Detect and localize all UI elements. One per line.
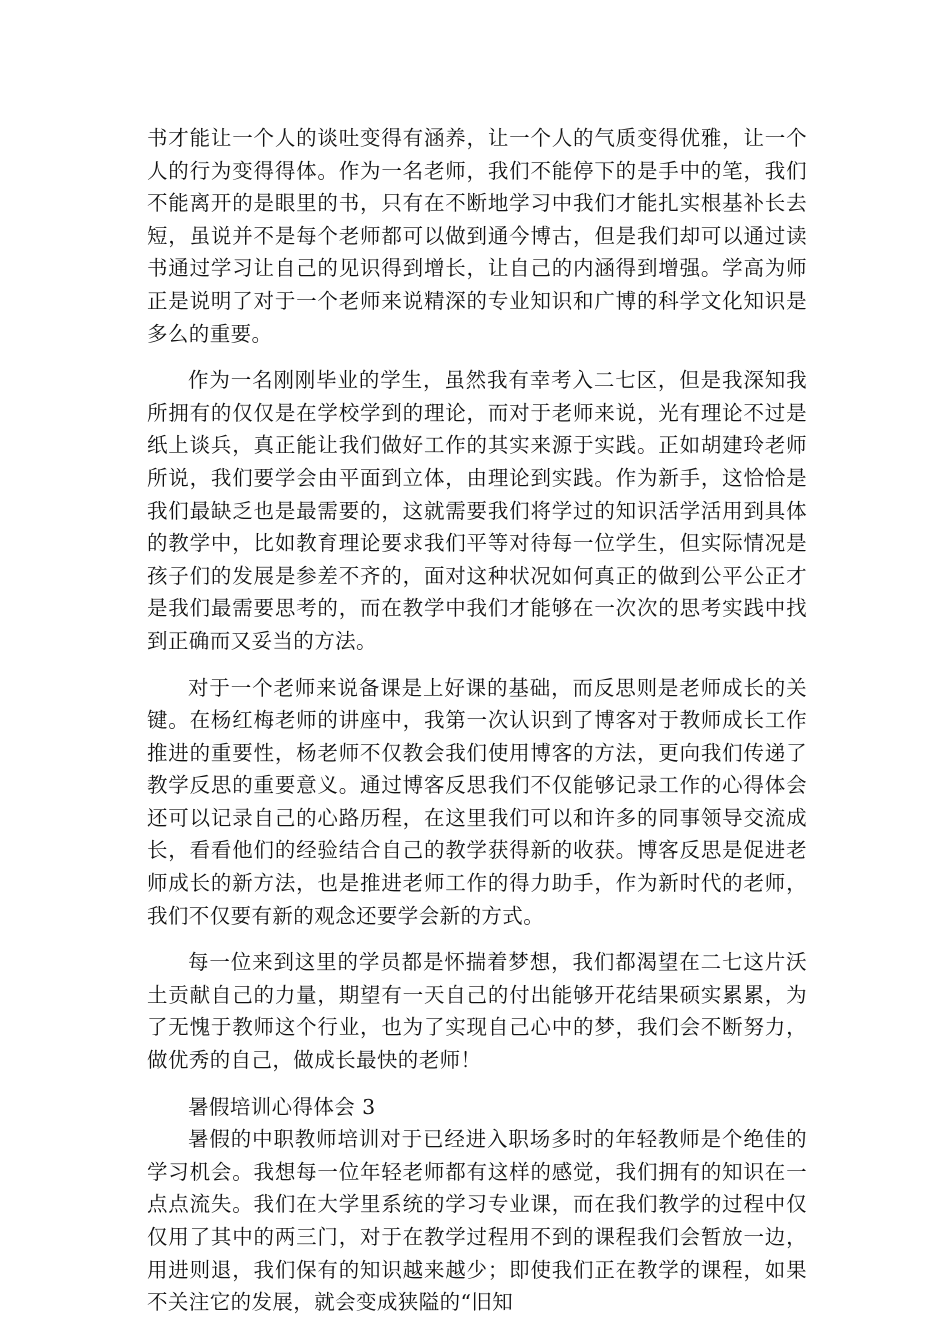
section-paragraph: 暑假的中职教师培训对于已经进入职场多时的年轻教师是个绝佳的学习机会。我想每一位年轻老师都有这样的感觉，我们拥有的知识在一点点流失。我们在大学里系统的学习专业课，而在我们教学的过程中仅仅用了其中的两三门，对于在教学过程用不到的课程我们会暂放一边，用进则退，我们保有的知识越来越少；即使我们正在教学的课程，如果不关注它的发展，就会变成狭隘的“旧知 [147, 1127, 807, 1315]
paragraph-4: 每一位来到这里的学员都是怀揣着梦想，我们都渴望在二七这片沃土贡献自己的力量，期望有一天自己的付出能够开花结果硕实累累，为了无愧于教师这个行业，也为了实现自己心中的梦，我们会不断努力，做优秀的自己，做成长最快的老师！ [147, 950, 807, 1073]
section-title: 暑假培训心得体会 3 [188, 1094, 376, 1119]
document-body [147, 122, 807, 1319]
paragraph-2: 作为一名刚刚毕业的学生，虽然我有幸考入二七区，但是我深知我所拥有的仅仅是在学校学到的理论，而对于老师来说，光有理论不过是纸上谈兵，真正能让我们做好工作的其实来源于实践。正如胡建玲老师所说，我们要学会由平面到立体，由理论到实践。作为新手，这恰恰是我们最缺乏也是最需要的，这就需要我们将学过的知识活学活用到具体的教学中，比如教育理论要求我们平等对待每一位学生，但实际情况是孩子们的发展是参差不齐的，面对这种状况如何真正的做到公平公正才是我们最需要思考的，而在教学中我们才能够在一次次的思考实践中找到正确而又妥当的方法。 [147, 368, 807, 653]
paragraph-1: 书才能让一个人的谈吐变得有涵养，让一个人的气质变得优雅，让一个人的行为变得得体。作为一名老师，我们不能停下的是手中的笔，我们不能离开的是眼里的书，只有在不断地学习中我们才能扎实根基补长去短，虽说并不是每个老师都可以做到通今博古，但是我们却可以通过读书通过学习让自己的见识得到增长，让自己的内涵得到增强。学高为师正是说明了对于一个老师来说精深的专业知识和广博的科学文化知识是多么的重要。 [147, 126, 807, 346]
paragraph-3: 对于一个老师来说备课是上好课的基础，而反思则是老师成长的关键。在杨红梅老师的讲座中，我第一次认识到了博客对于教师成长工作推进的重要性，杨老师不仅教会我们使用博客的方法，更向我们传递了教学反思的重要意义。通过博客反思我们不仅能够记录工作的心得体会还可以记录自己的心路历程，在这里我们可以和许多的同事领导交流成长，看看他们的经验结合自己的教学获得新的收获。博客反思是促进老师成长的新方法，也是推进老师工作的得力助手，作为新时代的老师，我们不仅要有新的观念还要学会新的方式。 [147, 675, 807, 928]
